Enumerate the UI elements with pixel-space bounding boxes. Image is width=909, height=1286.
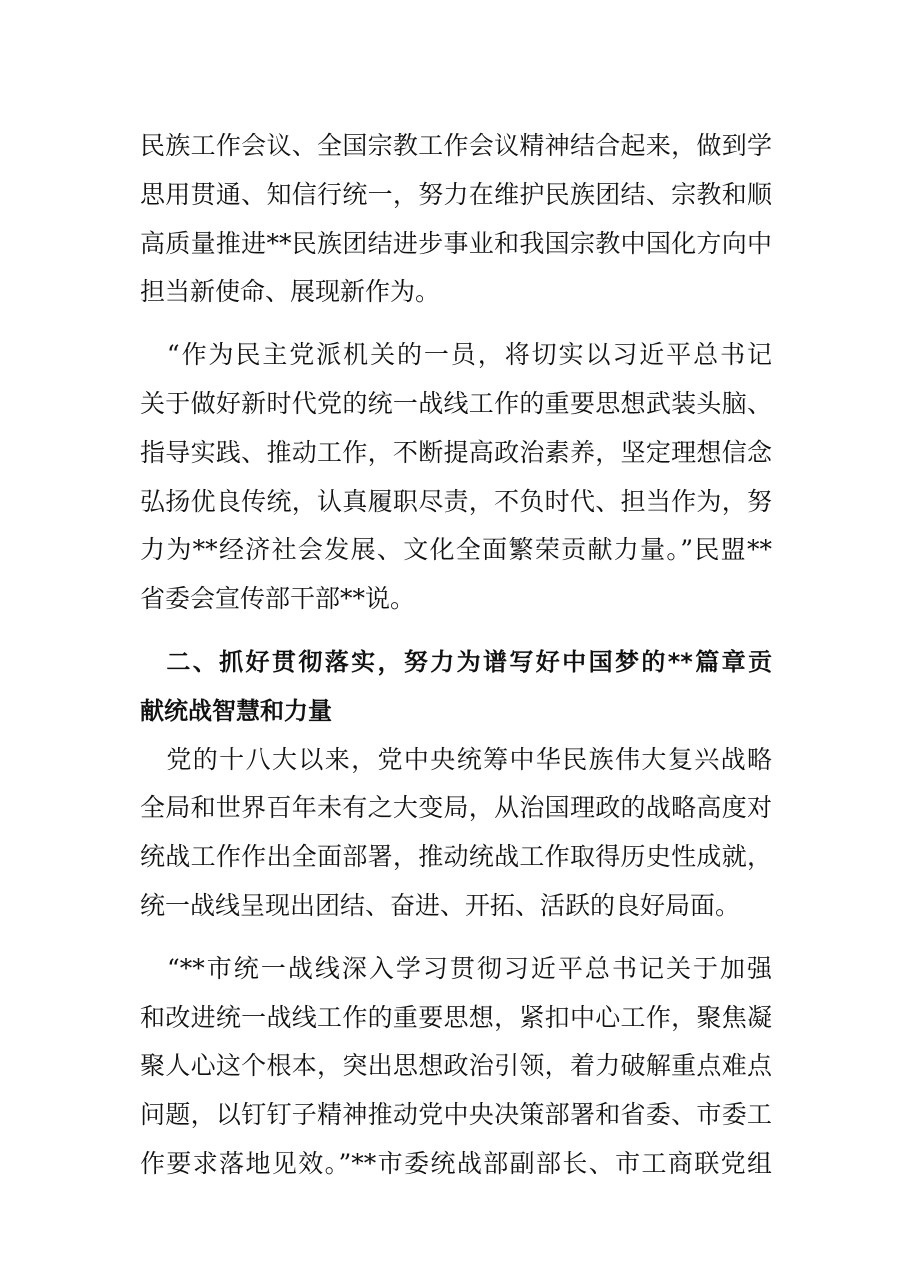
text-line: 思用贯通、知信行统一，努力在维护民族团结、宗教和顺 xyxy=(140,179,772,209)
paragraph-spacer xyxy=(140,317,772,331)
paragraph-1 xyxy=(140,122,772,317)
heading-line: 二、抓好贯彻落实，努力为谱写好中国梦的**篇章贡 xyxy=(140,647,772,676)
text-line: 担当新使命、展现新作为。 xyxy=(140,277,441,307)
text-line: 问题，以钉钉子精神推动党中央决策部署和省委、市委工 xyxy=(140,1100,772,1130)
text-line: 指导实践、推动工作，不断提高政治素养，坚定理想信念 xyxy=(140,437,772,467)
paragraph-3 xyxy=(140,736,772,931)
text-line: 全局和世界百年未有之大变局，从治国理政的战略高度对 xyxy=(140,793,772,823)
paragraph-4 xyxy=(140,945,772,1189)
text-line: 弘扬优良传统，认真履职尽责，不负时代、担当作为，努 xyxy=(140,486,772,516)
text-line: 统一战线呈现出团结、奋进、开拓、活跃的良好局面。 xyxy=(140,890,741,920)
paragraph-spacer xyxy=(140,931,772,945)
text-line: 作要求落地见效。”**市委统战部副部长、市工商联党组 xyxy=(140,1148,772,1178)
text-line: 民族工作会议、全国宗教工作会议精神结合起来，做到学 xyxy=(140,131,772,160)
text-line: 力为**经济社会发展、文化全面繁荣贡献力量。”民盟** xyxy=(140,535,772,565)
section-heading xyxy=(140,638,772,736)
paragraph-2 xyxy=(140,331,772,624)
text-line: “作为民主党派机关的一员，将切实以习近平总书记 xyxy=(140,340,772,370)
text-line: 省委会宣传部干部**说。 xyxy=(140,584,416,614)
text-line: 党的十八大以来，党中央统筹中华民族伟大复兴战略 xyxy=(140,744,772,774)
text-line: 和改进统一战线工作的重要思想，紧扣中心工作，聚焦凝 xyxy=(140,1002,772,1032)
heading-line: 献统战智慧和力量 xyxy=(140,696,332,725)
document-body xyxy=(140,122,772,1189)
text-line: “**市统一战线深入学习贯彻习近平总书记关于加强 xyxy=(140,953,772,983)
text-line: 聚人心这个根本，突出思想政治引领，着力破解重点难点 xyxy=(140,1051,772,1081)
text-line: 关于做好新时代党的统一战线工作的重要思想武装头脑、 xyxy=(140,388,772,418)
text-line: 高质量推进**民族团结进步事业和我国宗教中国化方向中 xyxy=(140,228,772,258)
text-line: 统战工作作出全面部署，推动统战工作取得历史性成就， xyxy=(140,842,772,872)
paragraph-spacer xyxy=(140,624,772,638)
